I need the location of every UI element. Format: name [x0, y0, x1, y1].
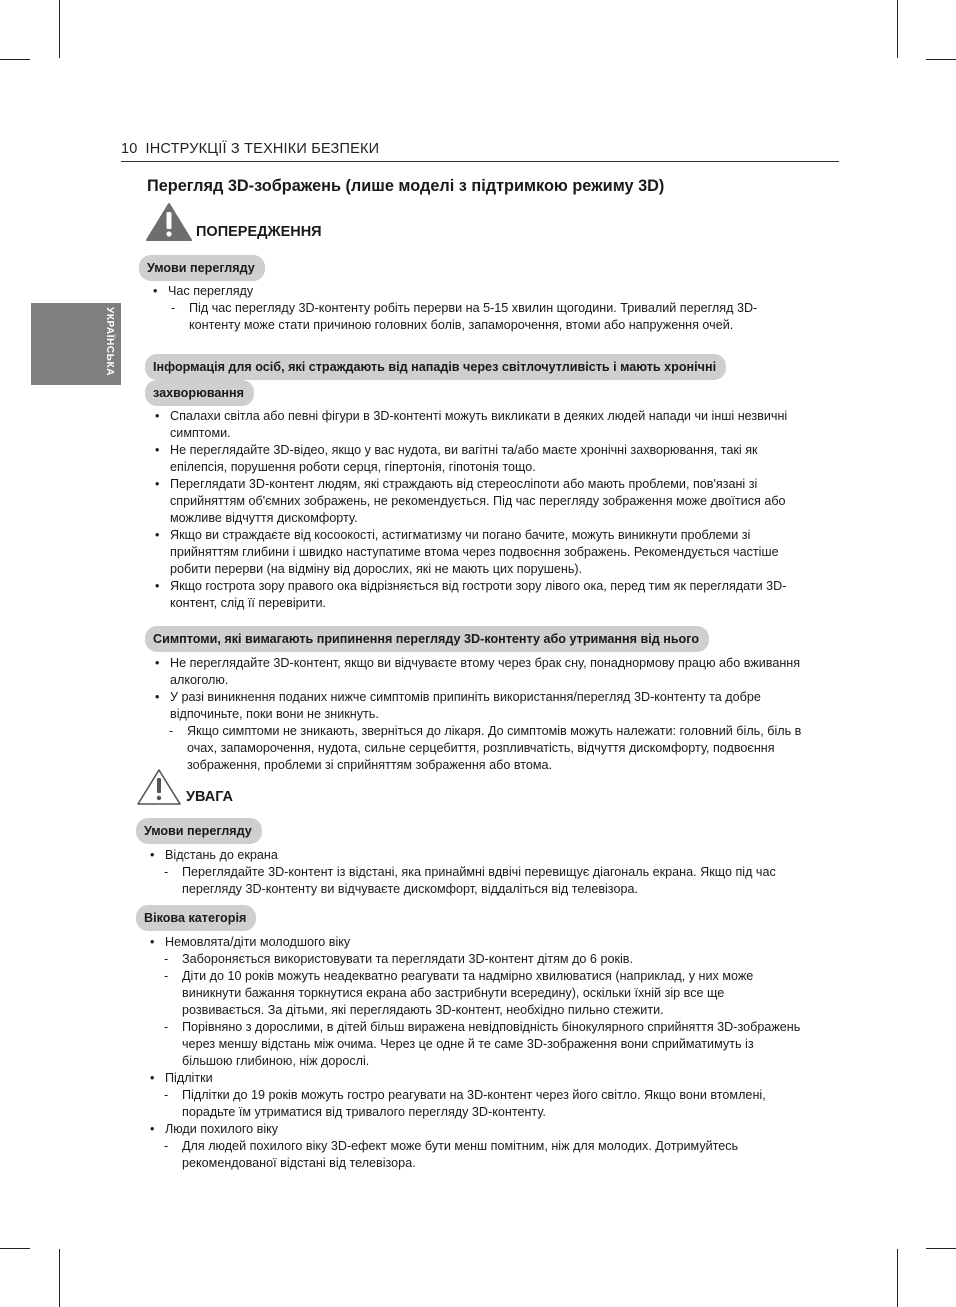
list-item: • Переглядати 3D-контент людям, які страждають від стереосліпоти або мають проблеми, пов'язані зі сприйняттям об'ємних зображень, не рекомендується. Під час перегляду зображення може двоїтися або можливе відчуття дискомфорту. — [149, 476, 815, 527]
photosensitivity-list — [149, 408, 815, 612]
crop-mark — [926, 1248, 956, 1249]
list-subitem: - Підлітки до 19 років можуть гостро реагувати на 3D-контент через його світло. Якщо вони втомлені, порадьте їм утриматися від тривалого перегляду 3D-контенту. — [161, 1087, 804, 1121]
crop-mark — [897, 0, 898, 58]
page-number: 10 — [121, 141, 138, 157]
section-title: ІНСТРУКЦІЇ З ТЕХНІКИ БЕЗПЕКИ — [145, 141, 380, 157]
list-item: • Немовлята/діти молодшого віку — [144, 934, 804, 951]
list-subitem: - Під час перегляду 3D-контенту робіть перерви на 5-15 хвилин щогодини. Тривалий перегляд 3D-контенту може стати причиною головних болів, запаморочення, втоми або напруження очей. — [168, 300, 787, 334]
symptoms-list — [149, 655, 815, 774]
list-item: • Підлітки — [144, 1070, 804, 1087]
page-title: Перегляд 3D-зображень (лише моделі з підтримкою режиму 3D) — [147, 177, 665, 195]
list-item: • Спалахи світла або певні фігури в 3D-контенті можуть викликати в деяких людей напади чи інші незвичні симптоми. — [149, 408, 815, 442]
list-subitem: - Переглядайте 3D-контент із відстані, яка принаймні вдвічі перевищує діагональ екрана. Якщо під час перегляду 3D-контенту ви відчуваєте дискомфорт, віддаліться від телевізора. — [161, 864, 804, 898]
caution-label: УВАГА — [186, 789, 234, 805]
viewing-conditions-list — [147, 283, 787, 334]
caution-heading — [136, 767, 233, 807]
list-subitem: - Забороняється використовувати та переглядати 3D-контент дітям до 6 років. — [161, 951, 804, 968]
section-pill-age-category: Вікова категорія — [136, 905, 256, 931]
list-item: • Не переглядайте 3D-відео, якщо у вас нудота, ви вагітні та/або маєте хронічні захворювання, такі як епілепсія, порушення роботи серця, гіпертонія, гіпотонія тощо. — [149, 442, 815, 476]
section-pill-symptoms: Симптоми, які вимагають припинення перегляду 3D-контенту або утримання від нього — [145, 626, 709, 652]
age-category-list — [144, 934, 804, 1172]
crop-mark — [926, 59, 956, 60]
list-subitem: - Діти до 10 років можуть неадекватно реагувати та надмірно хвилюватися (наприклад, у них може виникнути бажання торкнутися екрана або застрибнути всередину), оскільки їхній зір все ще розвивається. За дітьми, які переглядають 3D-контент, необхідно пильно стежити. — [161, 968, 804, 1019]
list-subitem: - Порівняно з дорослими, в дітей більш виражена невідповідність бінокулярного сприйняття 3D-зображень через меншу відстань між очима. Через це одне й те саме 3D-зображення вони сприйматимуть із більшою глибиною, ніж дорослі. — [161, 1019, 804, 1070]
section-pill-viewing-distance: Умови перегляду — [136, 818, 262, 844]
warning-label: ПОПЕРЕДЖЕННЯ — [196, 224, 322, 240]
crop-mark — [897, 1249, 898, 1307]
viewing-distance-list — [144, 847, 804, 898]
list-subitem: - Якщо симптоми не зникають, зверніться до лікаря. До симптомів можуть належати: головний біль, біль в очах, запаморочення, нудота, сильне серцебиття, розпливчатість, відчуття дискомфорту, подвоєння зображення, проблеми зі сприйняттям зображення або втома. — [166, 723, 815, 774]
list-item: • Якщо ви страждаєте від косоокості, астигматизму чи погано бачите, можуть виникнути проблеми зі прийняттям глибини і швидко наступатиме втома через подвоєння зображень. Рекомендується частіше робити перерви (на відміну від дорослих, які не мають цих порушень). — [149, 527, 815, 578]
crop-mark — [0, 59, 30, 60]
warning-heading — [146, 202, 322, 242]
section-pill-photosensitivity-line2: захворювання — [145, 380, 254, 406]
language-tab — [31, 303, 121, 385]
page-header — [121, 141, 839, 162]
list-item: • Якщо гострота зору правого ока відрізняється від гостроти зору лівого ока, перед тим як переглядати 3D-контент, слід її перевірити. — [149, 578, 815, 612]
list-item: • Не переглядайте 3D-контент, якщо ви відчуваєте втому через брак сну, понаднормову працю або вживання алкоголю. — [149, 655, 815, 689]
language-tab-label: УКРАЇНСЬКА — [104, 307, 115, 377]
list-item: • Час перегляду — [147, 283, 787, 300]
list-item: • У разі виникнення поданих нижче симптомів припиніть використання/перегляд 3D-контенту та добре відпочиньте, поки вони не зникнуть. — [149, 689, 815, 723]
list-item: • Відстань до екрана — [144, 847, 804, 864]
section-pill-photosensitivity: Інформація для осіб, які страждають від нападів через світлочутливість і мають хронічні — [145, 354, 726, 380]
crop-mark — [59, 1249, 60, 1307]
crop-mark — [59, 0, 60, 58]
section-pill-viewing-conditions: Умови перегляду — [139, 255, 265, 281]
list-item: • Люди похилого віку — [144, 1121, 804, 1138]
list-subitem: - Для людей похилого віку 3D-ефект може бути менш помітним, ніж для молодих. Дотримуйтесь рекомендованої відстані від телевізора. — [161, 1138, 804, 1172]
caution-icon — [136, 767, 182, 807]
crop-mark — [0, 1248, 30, 1249]
warning-icon — [146, 202, 192, 242]
